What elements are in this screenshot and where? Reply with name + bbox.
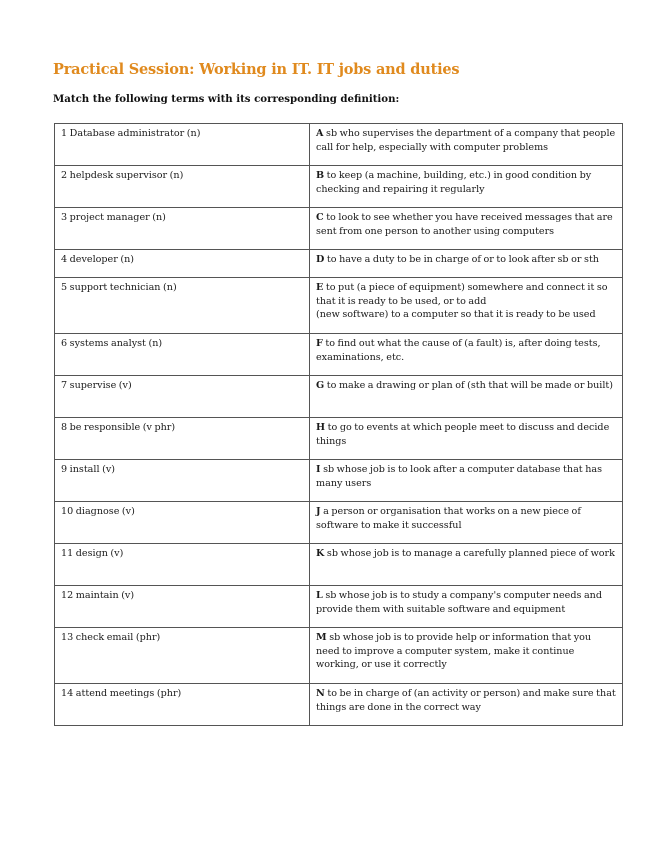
term-cell: 6 systems analyst (n) [55,334,310,376]
definition-cell [310,208,623,250]
table-row [55,124,623,166]
definition-cell [310,502,623,544]
definition-cell [310,250,623,278]
instruction-text: Match the following terms with its corresponding definition: [53,93,400,105]
page-title: Practical Session: Working in IT. IT jobs and duties [53,61,460,78]
table-row [55,544,623,586]
definition-text: sb whose job is to provide help or information that you need to improve a computer system, make it continue working, or use it correctly [316,632,592,671]
table-row [55,628,623,684]
table-row [55,502,623,544]
term-cell: 3 project manager (n) [55,208,310,250]
term-cell: 13 check email (phr) [55,628,310,684]
definition-letter: L [316,590,323,601]
definition-letter: E [316,282,324,293]
table-row [55,684,623,726]
definition-letter: H [316,422,326,433]
table-row [55,208,623,250]
matching-table-body [55,124,623,726]
definition-cell [310,628,623,684]
definition-text: sb whose job is to manage a carefully planned piece of work [326,548,615,559]
definition-letter: I [316,464,321,475]
term-cell: 10 diagnose (v) [55,502,310,544]
definition-text: to find out what the cause of (a fault) is, after doing tests, examinations, etc. [316,338,601,363]
table-row [55,376,623,418]
table-row [55,166,623,208]
table-row [55,278,623,334]
definition-text: sb whose job is to study a company's computer needs and provide them with suitable software and equipment [316,590,602,615]
matching-table [54,123,623,726]
term-cell: 14 attend meetings (phr) [55,684,310,726]
table-row [55,460,623,502]
term-cell: 4 developer (n) [55,250,310,278]
definition-cell [310,334,623,376]
definition-text: sb whose job is to look after a computer database that has many users [316,464,603,489]
definition-letter: N [316,688,325,699]
definition-cell [310,586,623,628]
definition-text: to keep (a machine, building, etc.) in good condition by checking and repairing it regularly [316,170,592,195]
definition-cell [310,460,623,502]
definition-cell [310,544,623,586]
definition-letter: M [316,632,327,643]
definition-letter: B [316,170,325,181]
definition-cell [310,684,623,726]
definition-letter: F [316,338,323,349]
definition-letter: G [316,380,325,391]
definition-cell [310,278,623,334]
definition-cell [310,418,623,460]
definition-cell [310,376,623,418]
table-row [55,418,623,460]
definition-letter: D [316,254,325,265]
term-cell: 12 maintain (v) [55,586,310,628]
term-cell: 8 be responsible (v phr) [55,418,310,460]
definition-text: to make a drawing or plan of (sth that will be made or built) [326,380,614,391]
term-cell: 5 support technician (n) [55,278,310,334]
term-cell: 11 design (v) [55,544,310,586]
table-row [55,250,623,278]
definition-text: to put (a piece of equipment) somewhere and connect it so that it is ready to be used, or to add (new software) to a computer so that it is ready to be used [316,282,608,321]
definition-text: to look to see whether you have received messages that are sent from one person to another using computers [316,212,613,237]
definition-text: sb who supervises the department of a company that people call for help, especially with computer problems [316,128,616,153]
table-row [55,586,623,628]
definition-cell [310,124,623,166]
definition-letter: K [316,548,325,559]
definition-letter: J [316,506,321,517]
definition-text: to go to events at which people meet to discuss and decide things [316,422,610,447]
term-cell: 7 supervise (v) [55,376,310,418]
term-cell: 1 Database administrator (n) [55,124,310,166]
term-cell: 2 helpdesk supervisor (n) [55,166,310,208]
definition-text: to be in charge of (an activity or person) and make sure that things are done in the correct way [316,688,616,713]
definition-cell [310,166,623,208]
definition-text: a person or organisation that works on a new piece of software to make it successful [316,506,581,531]
definition-letter: C [316,212,324,223]
table-row [55,334,623,376]
definition-letter: A [316,128,324,139]
term-cell: 9 install (v) [55,460,310,502]
definition-text: to have a duty to be in charge of or to look after sb or sth [326,254,599,265]
